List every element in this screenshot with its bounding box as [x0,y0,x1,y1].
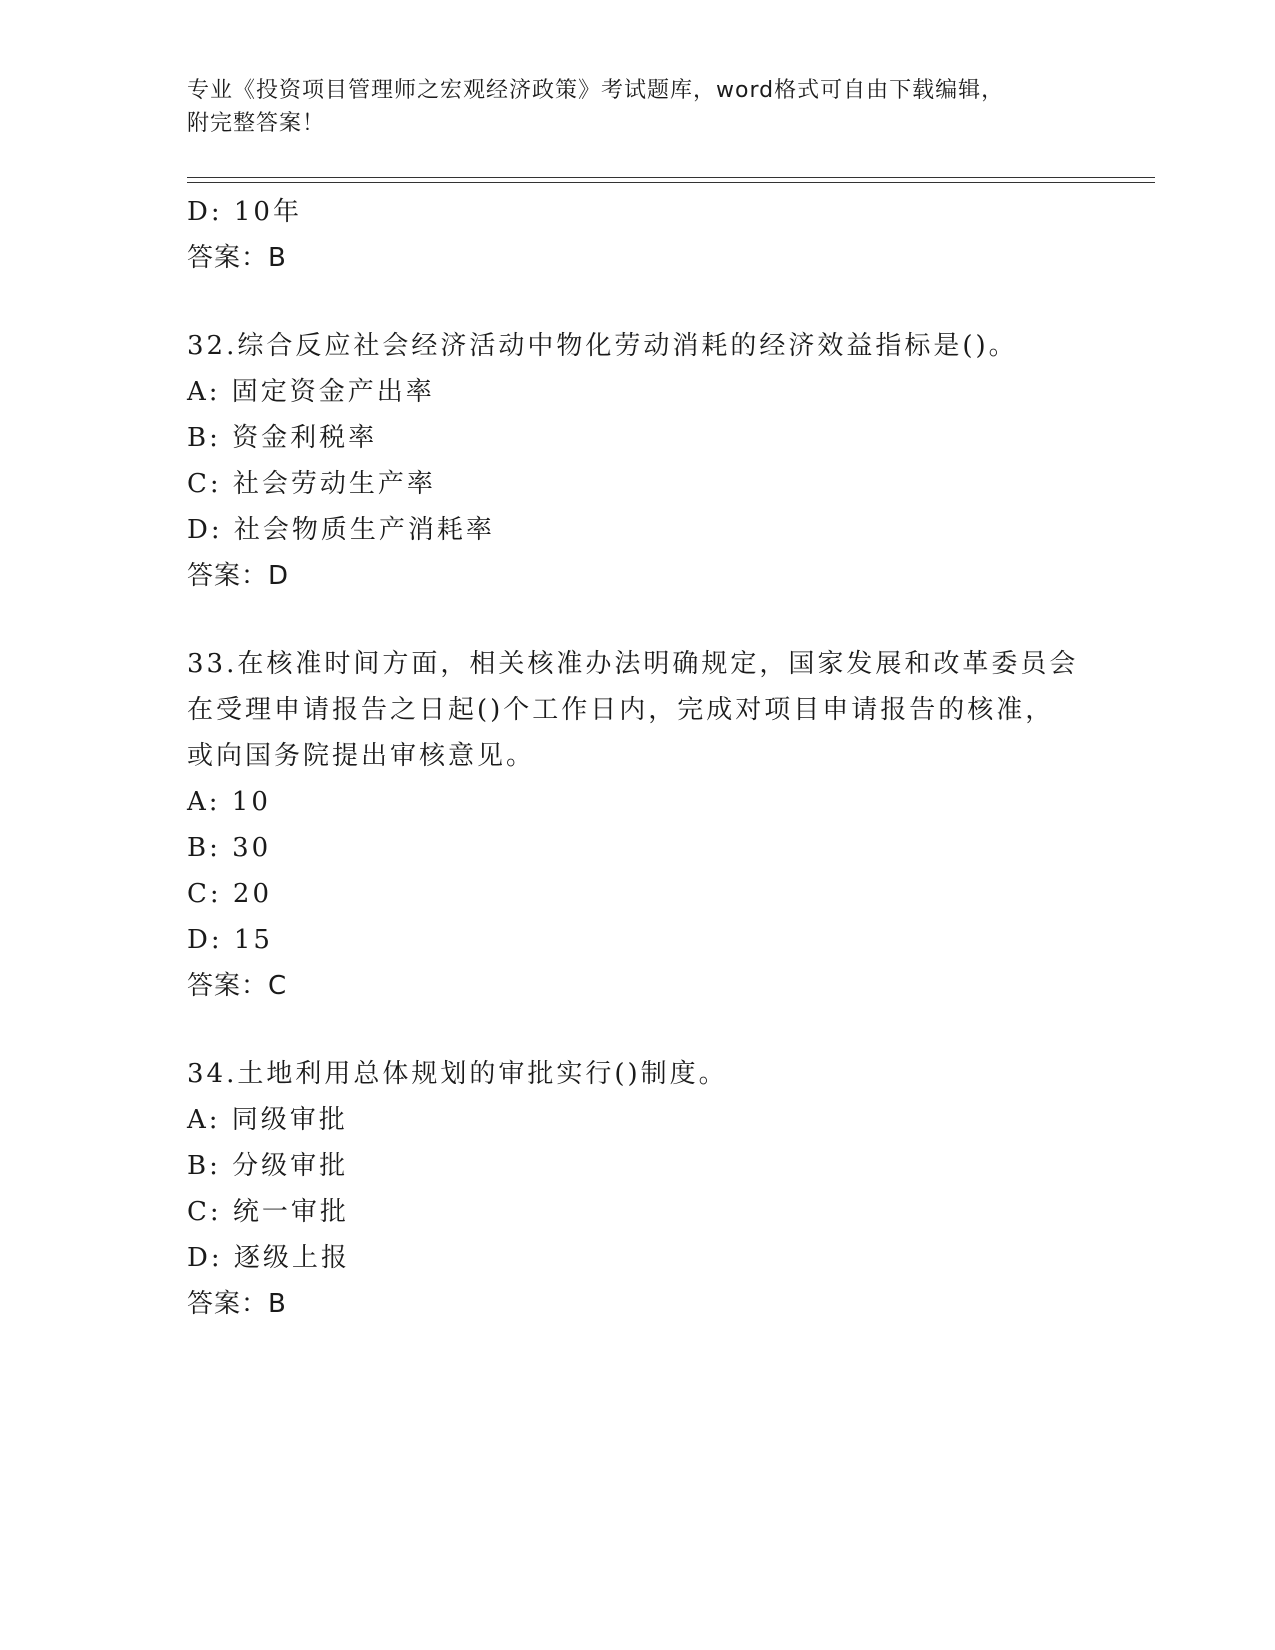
option-a: A: 同级审批 [187,1105,348,1135]
question-text: 33.在核准时间方面，相关核准办法明确规定，国家发展和改革委员会 [187,649,1079,679]
question-text: 或向国务院提出审核意见。 [187,741,536,771]
answer-line: 答案：B [187,1289,287,1319]
document-header [187,74,1077,140]
header-line-2: 附完整答案！ [187,111,326,136]
option-d: D: 15 [187,925,273,955]
option-b: B: 分级审批 [187,1151,349,1181]
question-list [187,189,1155,1327]
question-text: 34.土地利用总体规划的审批实行()制度。 [187,1059,728,1089]
question-34 [187,1051,1155,1327]
answer-line: 答案：B [187,243,287,273]
answer-line: 答案：C [187,971,288,1001]
option-d: D: 逐级上报 [187,1243,350,1273]
option-d: D: 社会物质生产消耗率 [187,515,495,545]
option-c: C: 统一审批 [187,1197,349,1227]
option-b: B: 30 [187,833,272,863]
answer-line: 答案：D [187,561,290,591]
header-line-1: 专业《投资项目管理师之宏观经济政策》考试题库，word格式可自由下载编辑， [187,78,1005,103]
option-c: C: 20 [187,879,273,909]
header-divider-top [187,177,1155,178]
option-a: A: 固定资金产出率 [187,377,435,407]
option-c: C: 社会劳动生产率 [187,469,436,499]
question-31-tail [187,189,1155,281]
question-text: 在受理申请报告之日起()个工作日内，完成对项目申请报告的核准， [187,695,1055,725]
question-32 [187,323,1155,599]
option-b: B: 资金利税率 [187,423,378,453]
question-33 [187,641,1155,1009]
question-text: 32.综合反应社会经济活动中物化劳动消耗的经济效益指标是()。 [187,331,1018,361]
option-a: A: 10 [187,787,271,817]
header-divider-bottom [187,182,1155,183]
option-d: D: 10年 [187,197,302,227]
